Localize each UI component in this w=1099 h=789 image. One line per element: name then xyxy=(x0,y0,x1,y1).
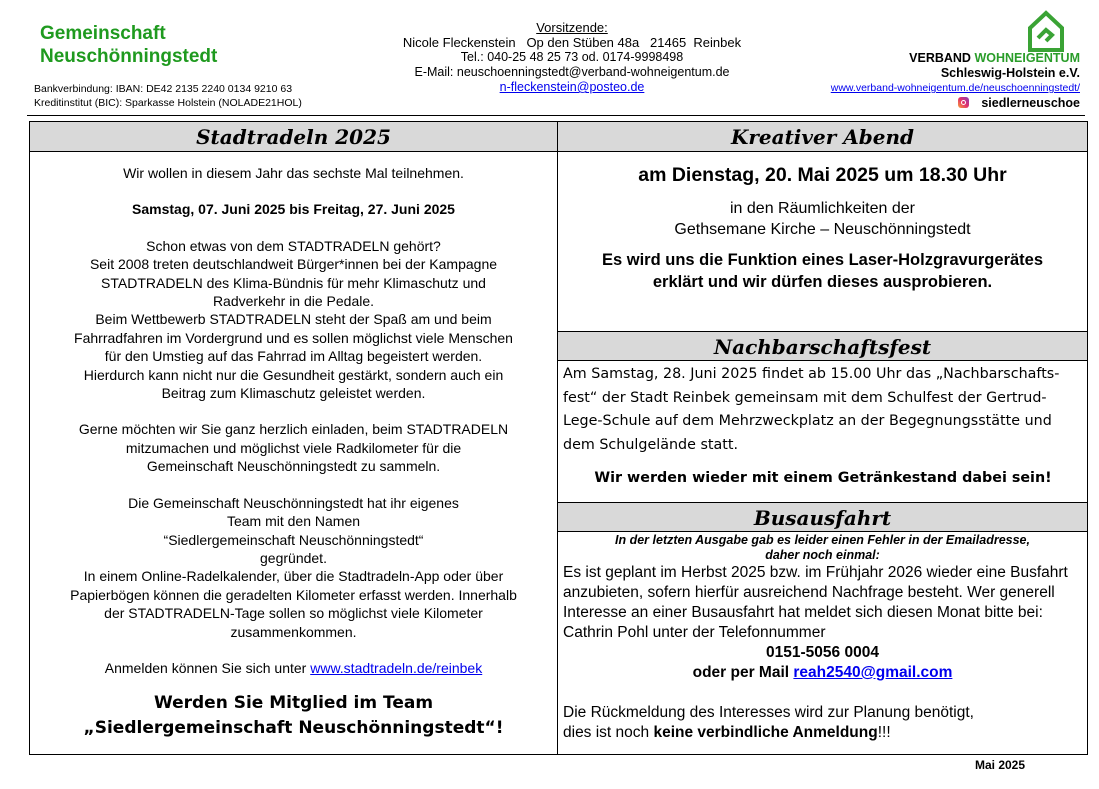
stadtradeln-cta-line1: Werden Sie Mitglied im Team xyxy=(153,693,434,714)
bank-details xyxy=(34,83,302,110)
chair-email-link[interactable]: n-fleckenstein@posteo.de xyxy=(499,80,645,94)
bus-correction-note: In der letzten Ausgabe gab es leider einen Fehler in der Emailadresse, daher noch einmal: xyxy=(615,533,1030,562)
instagram-row[interactable] xyxy=(831,96,1080,111)
nachbarschaft-highlight: Wir werden wieder mit einem Getränkestand dabei sein! xyxy=(594,470,1052,486)
bank-bic: Kreditinstitut (BIC): Sparkasse Holstein (NOLADE21HOL) xyxy=(34,96,302,109)
stadtradeln-section xyxy=(30,122,558,754)
right-column xyxy=(558,122,1087,754)
instagram-handle: siedlerneuschoe xyxy=(981,96,1080,110)
kreativ-description: Es wird uns die Funktion eines Laser-Holzgravurgerätes erklärt und wir dürfen dieses ausprobieren. xyxy=(601,251,1044,291)
org-header xyxy=(40,22,217,68)
bus-body: Es ist geplant im Herbst 2025 bzw. im Frühjahr 2026 wieder eine Busfahrt anzubieten, sofern hierfür ausreichend Nachfrage besteht. Wer generell Interesse an einer Busausfahrt hat meldet sich diesen Monat bitte bei: Cathrin Pohl unter der Telefonnummer xyxy=(563,564,1068,641)
stadtradeln-para1: Schon etwas von dem STADTRADELN gehört? Seit 2008 treten deutschlandweit Bürger*innen bei der Kampagne STADTRADELN des Klima-Bündnis für mehr Klimaschutz und Radverkehr in die Pedale. Beim Wettbewerb STADTRADELN steht der Spaß am und beim Fahrradfahren im Vordergrund und es sollen möglichst viele Menschen für den Umstieg auf das Fahrrad im Alltag begeistert werden. Hierdurch kann nicht nur die Gesundheit gestärkt, sondern auch ein Beitrag zum Klimaschutz geleistet werden. xyxy=(74,237,513,402)
stadtradeln-cta-line2: „Siedlergemeinschaft Neuschönningstedt“! xyxy=(83,718,504,739)
kreativ-title: Kreativer Abend xyxy=(558,122,1087,152)
kreativ-date: am Dienstag, 20. Mai 2025 um 18.30 Uhr xyxy=(638,164,1007,186)
bus-phone: 0151-5056 0004 xyxy=(766,644,879,661)
issue-date: Mai 2025 xyxy=(975,758,1026,772)
verband-region: Schleswig-Holstein e.V. xyxy=(940,66,1080,80)
chair-contact xyxy=(362,20,782,95)
chair-title: Vorsitzende: xyxy=(536,20,608,35)
bus-closing-line2: dies ist noch keine verbindliche Anmeldung!!! xyxy=(563,724,891,741)
house-logo-icon xyxy=(1024,8,1068,52)
chair-phone: Tel.: 040-25 48 25 73 od. 0174-9998498 xyxy=(460,50,684,64)
stadtradeln-intro: Wir wollen in diesem Jahr das sechste Mal teilnehmen. xyxy=(123,165,464,181)
bus-mail: oder per Mail reah2540@gmail.com xyxy=(692,664,953,681)
bus-title: Busausfahrt xyxy=(558,502,1087,532)
stadtradeln-register-link[interactable]: www.stadtradeln.de/reinbek xyxy=(310,659,483,676)
org-name-line1: Gemeinschaft xyxy=(40,23,166,44)
nachbarschaft-text: Am Samstag, 28. Juni 2025 findet ab 15.00 Uhr das „Nachbarschafts-fest“ der Stadt Reinbek gemeinsam mit dem Schulfest der Gertrud-Lege-Schule auf dem Mehrzweckplatz an der Begegnungsstätte und dem Schulgelände statt. xyxy=(563,366,1060,453)
kreativ-section xyxy=(558,164,1087,331)
newsletter-table xyxy=(29,121,1088,755)
verband-block xyxy=(831,8,1080,111)
bus-closing-line1: Die Rückmeldung des Interesses wird zur Planung benötigt, xyxy=(563,704,974,721)
stadtradeln-title: Stadtradeln 2025 xyxy=(30,122,557,152)
bus-mail-link[interactable]: reah2540@gmail.com xyxy=(793,664,953,681)
nachbarschaft-section xyxy=(558,361,1087,502)
stadtradeln-para2: Gerne möchten wir Sie ganz herzlich einladen, beim STADTRADELN mitzumachen und möglichst viele Radkilometer für die Gemeinschaft Neuschönningstedt zu sammeln. xyxy=(78,421,509,475)
verband-website-link[interactable]: www.verband-wohneigentum.de/neuschoenningstedt/ xyxy=(830,82,1080,94)
chair-name-address: Nicole Fleckenstein Op den Stüben 48a 21465 Reinbek xyxy=(402,35,742,50)
bank-iban: Bankverbindung: IBAN: DE42 2135 2240 0134 9210 63 xyxy=(34,83,293,95)
bus-section xyxy=(558,533,1087,743)
nachbarschaft-title: Nachbarschaftsfest xyxy=(558,331,1087,361)
verband-name: VERBAND WOHNEIGENTUM xyxy=(909,51,1080,65)
kreativ-location: in den Räumlichkeiten der Gethsemane Kirche – Neuschönningstedt xyxy=(674,200,971,238)
stadtradeln-dates: Samstag, 07. Juni 2025 bis Freitag, 27. Juni 2025 xyxy=(132,201,455,218)
org-name-line2: Neuschönningstedt xyxy=(40,46,218,67)
instagram-icon xyxy=(958,97,969,108)
chair-email: E-Mail: neuschoenningstedt@verband-wohneigentum.de xyxy=(414,65,730,79)
stadtradeln-register: Anmelden können Sie sich unter www.stadtradeln.de/reinbek xyxy=(104,659,483,676)
stadtradeln-para3: Die Gemeinschaft Neuschönningstedt hat ihr eigenes Team mit den Namen “Siedlergemeinschaft Neuschönningstedt“ gegründet. In einem Online-Radelkalender, über die Stadtradeln-App oder über Papierbögen können die geradelten Kilometer erfasst werden. Innerhalb der STADTRADELN-Tage sollen so möglichst viele Kilometer zusammenkommen. xyxy=(70,494,517,640)
header-divider xyxy=(27,115,1085,116)
